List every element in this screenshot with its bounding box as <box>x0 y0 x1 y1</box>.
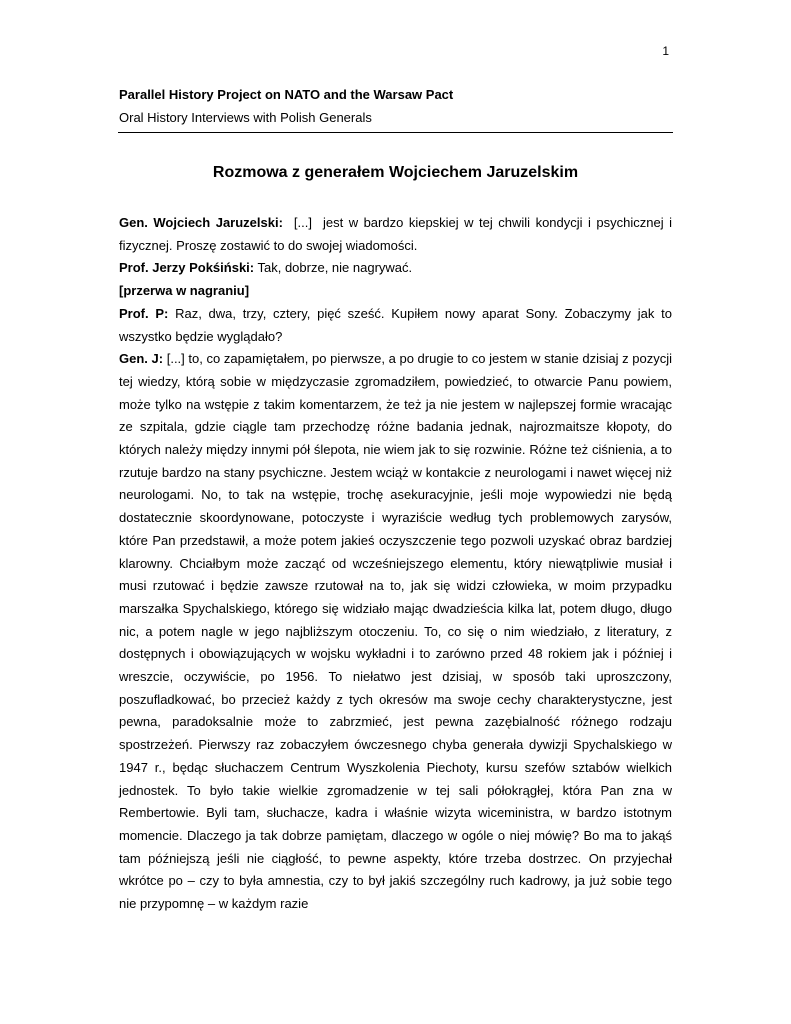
recording-break-note: [przerwa w nagraniu] <box>119 283 250 299</box>
transcript-paragraph <box>119 257 672 280</box>
speaker-label: Prof. P: <box>119 305 169 321</box>
speaker-label: Prof. Jerzy Pokśiński: <box>119 260 255 276</box>
transcript-paragraph <box>119 303 672 348</box>
utterance-text: [...] jest w bardzo kiepskiej w tej chwili kondycji i psychicznej i fizycznej. Proszę zostawić to do swojej wiadomości. <box>119 215 676 253</box>
transcript-paragraph <box>119 348 672 916</box>
document-title: Rozmowa z generałem Wojciechem Jaruzelskim <box>212 164 579 181</box>
utterance-text: [...] to, co zapamiętałem, po pierwsze, a po drugie to co jestem w stanie dzisiaj z pozycji tej wiedzy, którą sobie w międzyczasie zgromadziłem, powiedzieć, to otwarcie Panu powiem, może tylko na wstępie z takim komentarzem, że też ja nie jestem w najlepszej formie wracając ze szpitala, gdzie ciągle tam przechodzę różne badania jednak, najrozmaitsze kłopoty, do których należy między innymi pół ślepota, nie wiem jak to się rozwinie. Różne też ciśnienia, a to rzutuje bardzo na stany psychiczne. Jestem wciąż w kontakcie z neurologami i nawet więcej niż neurologami. No, to tak na wstępie, trochę asekuracyjnie, jeśli moje wypowiedzi nie będą dostatecznie skoordynowane, potoczyste i wyraziście według tych problemowych zarysów, które Pan przedstawił, a może potem jakieś oczyszczenie tego pozwoli uzyskać obraz bardziej klarowny. Chciałbym może zacząć od wcześniejszego elementu, który niewątpliwie musiał i musi rzutować i będzie zawsze rzutował na to, jak się widzi człowieka, w moim przypadku marszałka Spychalskiego, którego się widziało mając dwadzieścia kilka lat, potem długo, długo nic, a potem nagle w jego najbliższym otoczeniu. To, co się o nim wiedziało, z literatury, z dostępnych i obowiązujących w wojsku wykładni i to zarówno przed 48 rokiem jak i później i wreszcie, oczywiście, po 1956. To niełatwo jest dzisiaj, w sposób taki uproszczony, poszufladkować, bo przecież każdy z tych okresów ma swoje cechy charakterystyczne, jest pewna, paradoksalnie może to zabrzmieć, jest pewna zazębialność różnego rodzaju spostrzeżeń. Pierwszy raz zobaczyłem ówczesnego chyba generała dywizji Spychalskiego w 1947 r., będąc słuchaczem Centrum Wyszkolenia Piechoty, kursu szefów sztabów wielkich jednostek. To było takie wielkie zgromadzenie w tej sali półokrągłej, która Pan zna w Rembertowie. Byli tam, słuchacze, kadra i właśnie wizyta wiceministra, w bardzo istotnym momencie. Dlaczego ja tak dobrze pamiętam, dlaczego w ogóle o niej mówię? Bo ma to jakąś tam późniejszą jeśli nie ciągłość, to pewne aspekty, które trzeba dostrzec. On przyjechał wkrótce po – czy to była amnestia, czy to był jakiś szczególny ruch kadrowy, ja już sobie tego nie przypomnę – w każdym razie <box>119 351 672 912</box>
transcript-paragraph <box>119 212 676 257</box>
page-number: 1 <box>662 44 669 58</box>
speaker-label: Gen. J: <box>119 351 164 367</box>
utterance-text: Raz, dwa, trzy, cztery, pięć sześć. Kupiłem nowy aparat Sony. Zobaczymy jak to wszystko będzie wyglądało? <box>119 305 672 344</box>
header-subtitle: Oral History Interviews with Polish Generals <box>119 110 372 125</box>
interview-transcript <box>119 212 676 916</box>
utterance-text: Tak, dobrze, nie nagrywać. <box>254 260 413 276</box>
header-title: Parallel History Project on NATO and the Warsaw Pact <box>119 87 454 102</box>
header-divider <box>118 132 673 133</box>
speaker-label: Gen. Wojciech Jaruzelski: <box>119 215 283 230</box>
transcript-paragraph <box>119 280 672 303</box>
running-header <box>119 86 672 127</box>
